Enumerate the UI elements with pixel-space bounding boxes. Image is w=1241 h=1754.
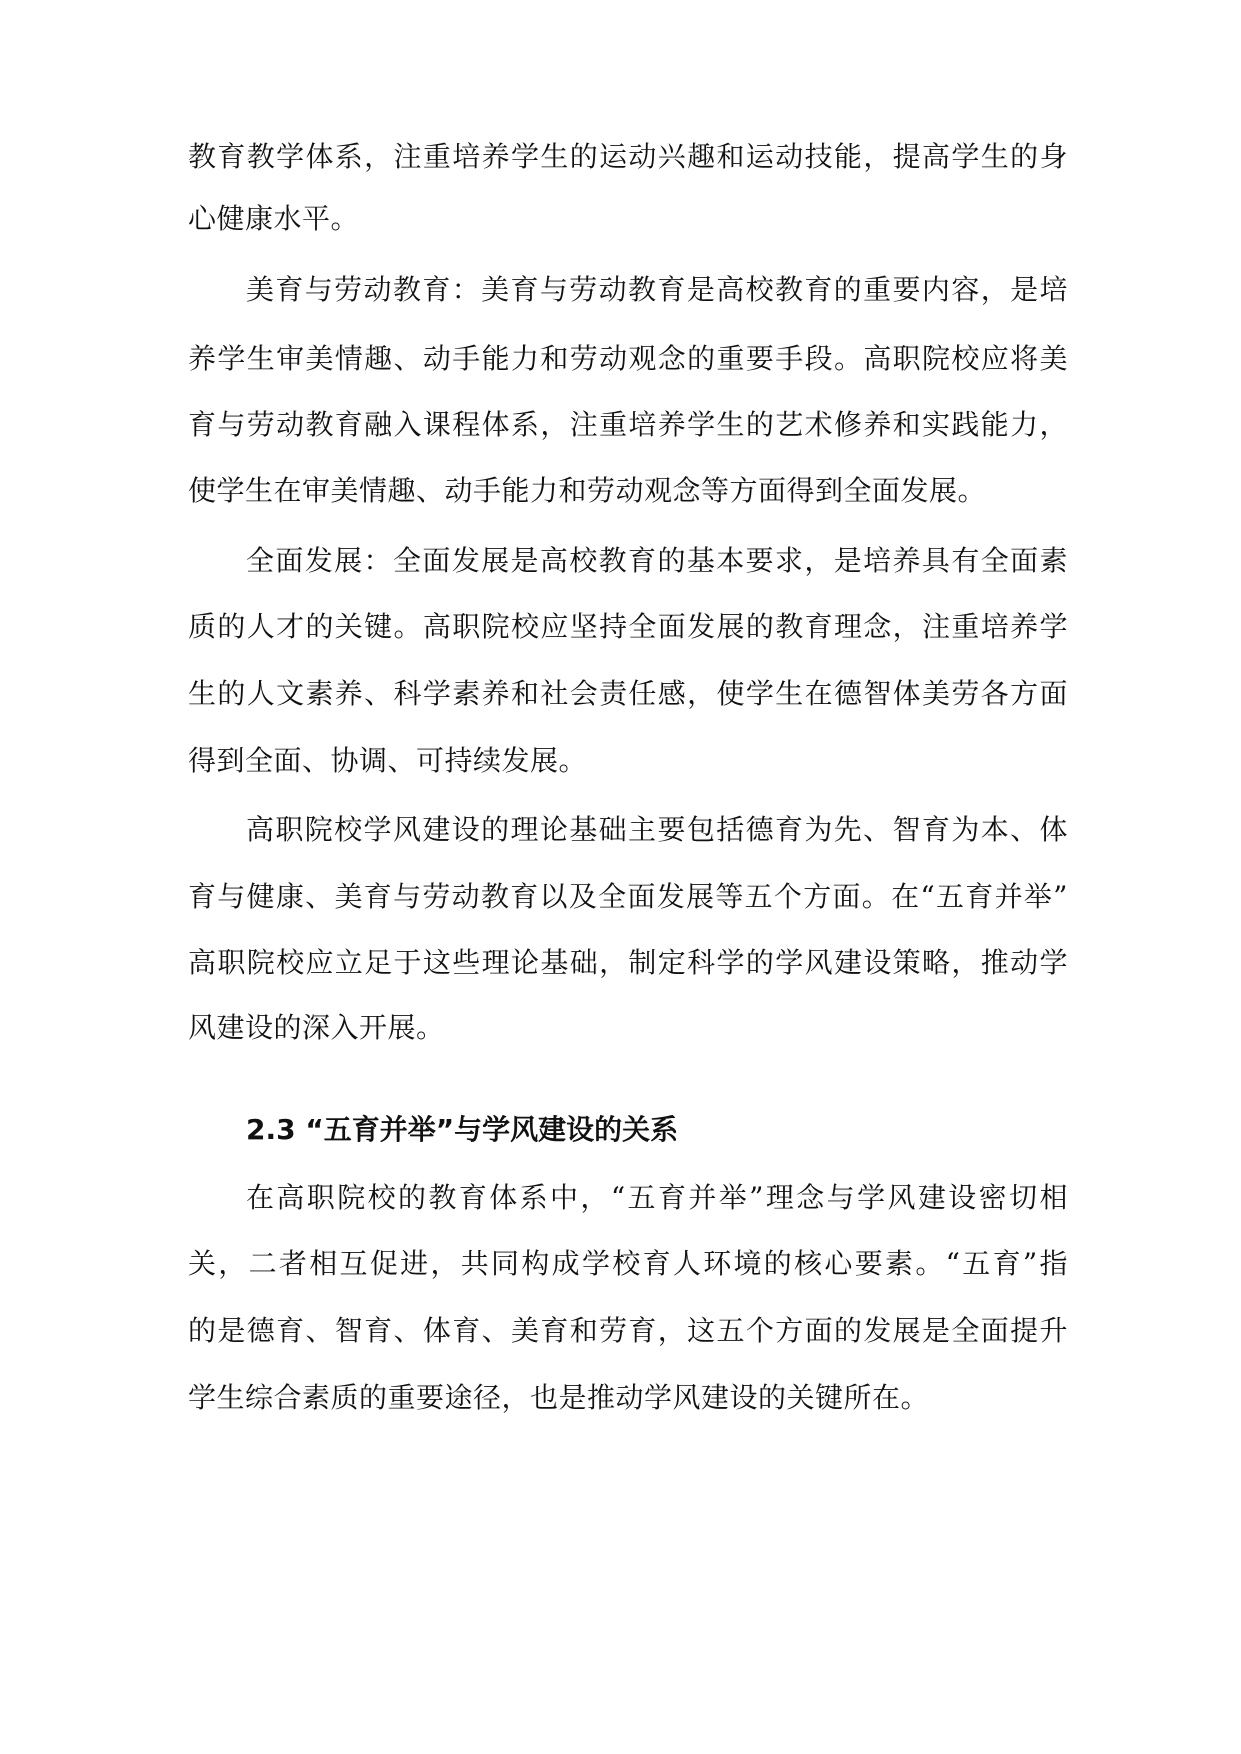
paragraph-2-line-3: 育与劳动教育融入课程体系，注重培养学生的艺术修养和实践能力， [188,408,1068,441]
paragraph-4-line-2: 育与健康、美育与劳动教育以及全面发展等五个方面。在“五育并举” [188,880,1068,913]
paragraph-4-line-3: 高职院校应立足于这些理论基础，制定科学的学风建设策略，推动学 [188,946,1068,979]
section-heading: 2.3 “五育并举”与学风建设的关系 [246,1113,679,1146]
paragraph-1-line-1: 教育教学体系，注重培养学生的运动兴趣和运动技能，提高学生的身 [188,140,1068,173]
paragraph-5-line-4: 学生综合素质的重要途径，也是推动学风建设的关键所在。 [188,1381,930,1414]
paragraph-3-line-1: 全面发展：全面发展是高校教育的基本要求，是培养具有全面素 [246,544,1068,577]
paragraph-4-line-1: 高职院校学风建设的理论基础主要包括德育为先、智育为本、体 [246,813,1068,846]
paragraph-4-line-4: 风建设的深入开展。 [188,1011,445,1044]
paragraph-1-line-2: 心健康水平。 [188,202,360,235]
paragraph-5-line-3: 的是德育、智育、体育、美育和劳育，这五个方面的发展是全面提升 [188,1314,1068,1347]
paragraph-2-line-1: 美育与劳动教育：美育与劳动教育是高校教育的重要内容，是培 [246,273,1068,306]
paragraph-5-line-1: 在高职院校的教育体系中，“五育并举”理念与学风建设密切相 [246,1181,1068,1214]
paragraph-2-line-4: 使学生在审美情趣、动手能力和劳动观念等方面得到全面发展。 [188,474,987,507]
paragraph-2-line-2: 养学生审美情趣、动手能力和劳动观念的重要手段。高职院校应将美 [188,342,1068,375]
paragraph-3-line-3: 生的人文素养、科学素养和社会责任感，使学生在德智体美劳各方面 [188,677,1068,710]
paragraph-3-line-4: 得到全面、协调、可持续发展。 [188,744,588,777]
paragraph-3-line-2: 质的人才的关键。高职院校应坚持全面发展的教育理念，注重培养学 [188,610,1068,643]
paragraph-5-line-2: 关，二者相互促进，共同构成学校育人环境的核心要素。“五育”指 [188,1247,1068,1280]
